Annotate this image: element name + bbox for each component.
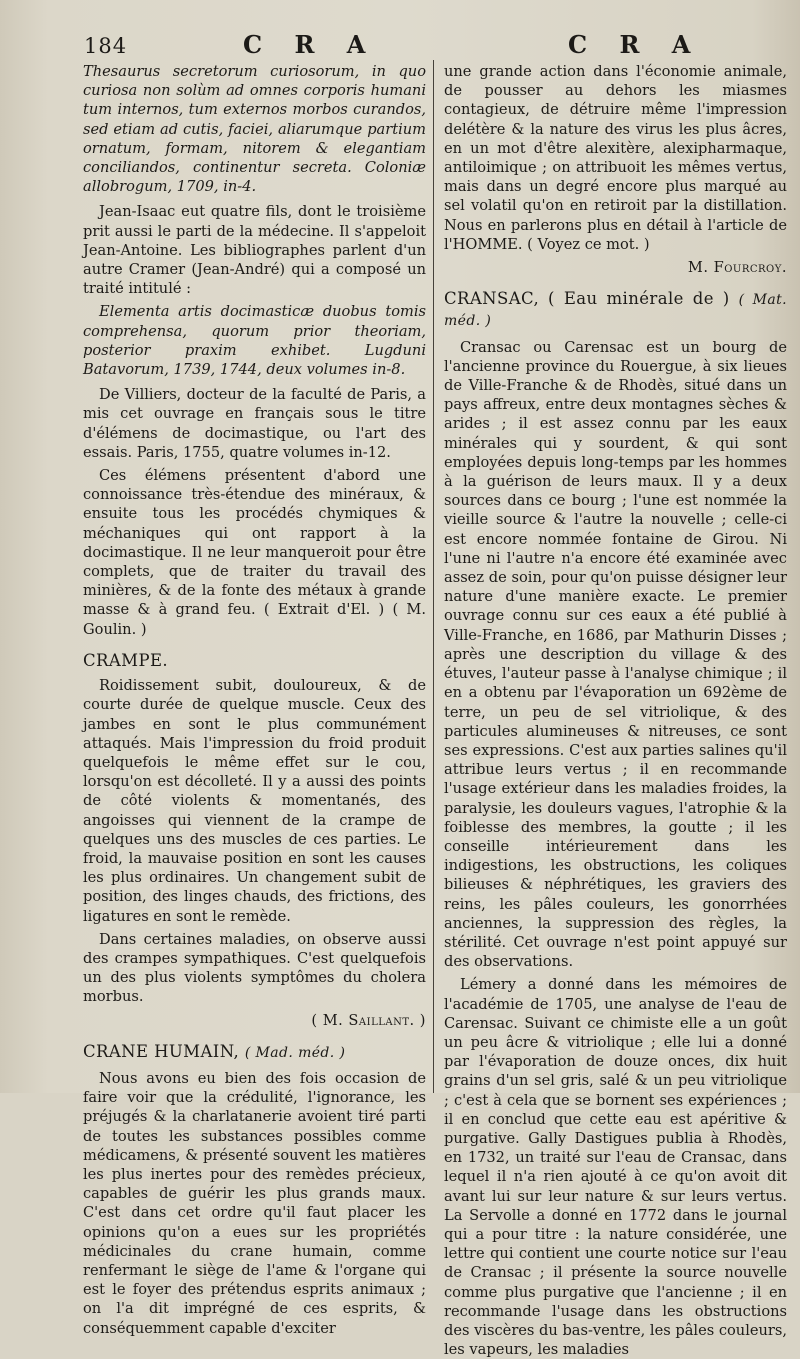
- paragraph-cransac-2: Lémery a donné dans les mémoires de l'académie de 1705, une analyse de l'eau de Carensac. Suivant ce chimiste elle a un goût un peu âcre & vitriolique ; elle lui a donné par l'évaporation de douze onces, dix huit grains d'un sel gris, salé & un peu vitriolique ; c'est à cela que se bornent ses expériences ; il en conclud que cette eau est apéritive & purgative. Gally Dastigues publia à Rhodès, en 1732, un traité sur l'eau de Cransac, dans lequel il n'a rien ajouté à ce qu'on avoit dit avant lui sur leur nature & sur leurs vertus. La Servolle a donné en 1772 dans le journal qui a pour titre : la nature considérée, une lettre qui contient une courte notice sur l'eau de Cransac ; il présente la source nouvelle comme plus purgative que l'ancienne ; il en recommande l'usage dans les obstructions des viscères du bas-ventre, les pâles couleurs, les vapeurs, les maladies: [444, 976, 788, 1359]
- citation-thesaurus: Thesaurus secretorum curiosorum, in quo curiosa non solùm ad omnes corporis humani tum internos, tum externos morbos curandos, sed etiam ad cutis, faciei, aliarumque partium ornatum, formam, nitorem & elegantiam conciliandos, continentur secreta. Coloniæ allobrogum, 1709, in-4.: [83, 63, 426, 196]
- heading-crampe: CRAMPE.: [83, 650, 169, 670]
- heading-crane-title: CRANE HUMAIN,: [83, 1041, 240, 1061]
- citation-elementa: Elementa artis docimasticæ duobus tomis comprehensa, quorum prior theoriam, posterior praxim exhibet. Lugduni Batavorum, 1739, 1744, deux volumes in-8.: [83, 303, 426, 379]
- heading-crane-section: ( Mad. méd. ): [244, 1044, 346, 1061]
- right-column: [444, 62, 788, 1359]
- paragraph-crampe-1: Roidissement subit, douloureux, & de courte durée de quelque muscle. Ceux des jambes en sont le plus communément attaqués. Mais l'impression du froid produit quelquefois le même effet sur le cou, lorsqu'on est décolleté. Il y a aussi des points de côté violents & momentanés, des angoisses qui viennent de la crampe de quelques uns des muscles de ces parties. Le froid, la mauvaise position en sont les causes les plus ordinaires. Un changement subit de position, des linges chauds, des frictions, des ligatures en sont le remède.: [83, 677, 426, 925]
- paragraph-crampe-2: Dans certaines maladies, on observe aussi des crampes sympathiques. C'est quelquefois un des plus violents symptômes du cholera morbus.: [83, 930, 426, 1006]
- running-head-left: C R A: [243, 30, 378, 59]
- paragraph-jean-isaac: Jean-Isaac eut quatre fils, dont le troisième prit aussi le parti de la médecine. Il s'appeloit Jean-Antoine. Les bibliographes parlent d'un autre Cramer (Jean-André) qui a composé un traité intitulé :: [83, 203, 426, 298]
- running-head-right: C R A: [568, 30, 703, 59]
- paragraph-crane-1: Nous avons eu bien des fois occasion de faire voir que la crédulité, l'ignorance, les préjugés & la charlatanerie avoient tiré parti de toutes les substances possibles comme médicamens, & présenté souvent les matières les plus inertes pour des remèdes précieux, capables de guérir les plus grands maux. C'est dans cet ordre qu'il faut placer les opinions qu'on a eues sur les propriétés médicinales du crane humain, comme renfermant le siège de l'ame & l'organe qui est le foyer des prétendus esprits animaux ; on l'a dit imprégné de ces esprits, & conséquemment capable d'exciter: [83, 1069, 426, 1337]
- page-number: 184: [84, 34, 128, 58]
- heading-crane-humain: [83, 1042, 426, 1063]
- signature-saillant: ( M. Saillant. ): [311, 1011, 426, 1029]
- heading-cransac-title: CRANSAC, ( Eau minérale de ): [444, 289, 730, 309]
- column-divider: [433, 60, 434, 1093]
- left-column: [83, 62, 426, 1337]
- paragraph-elemens: Ces élémens présentent d'abord une connoissance très-étendue des minéraux, & ensuite tous les procédés chymiques & méchaniques qui ont rapport à la docimastique. Il ne leur manqueroit pour être complets, que de traiter du travail des minières, & de la fonte des métaux à grande masse & à grand feu. ( Extrait d'El. ) ( M. Goulin. ): [83, 467, 426, 638]
- paragraph-continuation: une grande action dans l'économie animale, de pousser au dehors les miasmes contagieux, de détruire même l'impression delétère & la nature des virus les plus âcres, en un mot d'être alexitère, alexipharmaque, antiloimique ; on attribuoit les mêmes vertus, mais dans un degré encore plus marqué au sel volatil qu'on en retiroit par la distillation. Nous en parlerons plus en détail à l'article de l'HOMME. ( Voyez ce mot. ): [444, 63, 787, 253]
- paragraph-de-villiers: De Villiers, docteur de la faculté de Paris, a mis cet ouvrage en français sous le titre d'élémens de docimastique, ou l'art des essais. Paris, 1755, quatre volumes in-12.: [83, 386, 426, 461]
- signature-fourcroy: M. Fourcroy.: [687, 259, 787, 277]
- heading-cransac: [444, 289, 787, 331]
- paragraph-cransac-1: Cransac ou Carensac est un bourg de l'ancienne province du Rouergue, à six lieues de Ville-Franche & de Rhodès, situé dans un pays affreux, entre deux montagnes sèches & arides ; il est assez connu par les eaux minérales qui y sourdent, & qui sont employées depuis long-temps par les hommes à la guérison de leurs maux. Il y a deux sources dans ce bourg ; l'une est nommée la vieille source & l'autre la nouvelle ; celle-ci est encore nommée fontaine de Girou. Ni l'une ni l'autre n'a encore été examinée avec assez de soin, pour qu'on puisse désigner leur nature d'une manière exacte. Le premier ouvrage connu sur ces eaux a été publié à Ville-Franche, en 1686, par Mathurin Disses ; après une description du village & des étuves, l'auteur passe à l'analyse chimique ; il en a obtenu par l'évaporation un 692ème de terre, un peu de sel vitriolique, & des particules alumineuses & nitreuses, ce sont ses expressions. C'est aux parties salines qu'il attribue leurs vertus ; il en recommande l'usage extérieur dans les maladies froides, la paralysie, les douleurs vagues, l'atrophie & la foiblesse des membres, la goutte ; il les conseille intérieurement dans les indigestions, les obstructions, les coliques bilieuses & néphrétiques, les graviers des reins, les pâles couleurs, les gonorrhées anciennes, la suppression des règles, la stérilité. Cet ouvrage n'est point appuyé sur des observations.: [444, 338, 787, 971]
- heading-cransac-section: ( Mat. méd. ): [444, 292, 787, 330]
